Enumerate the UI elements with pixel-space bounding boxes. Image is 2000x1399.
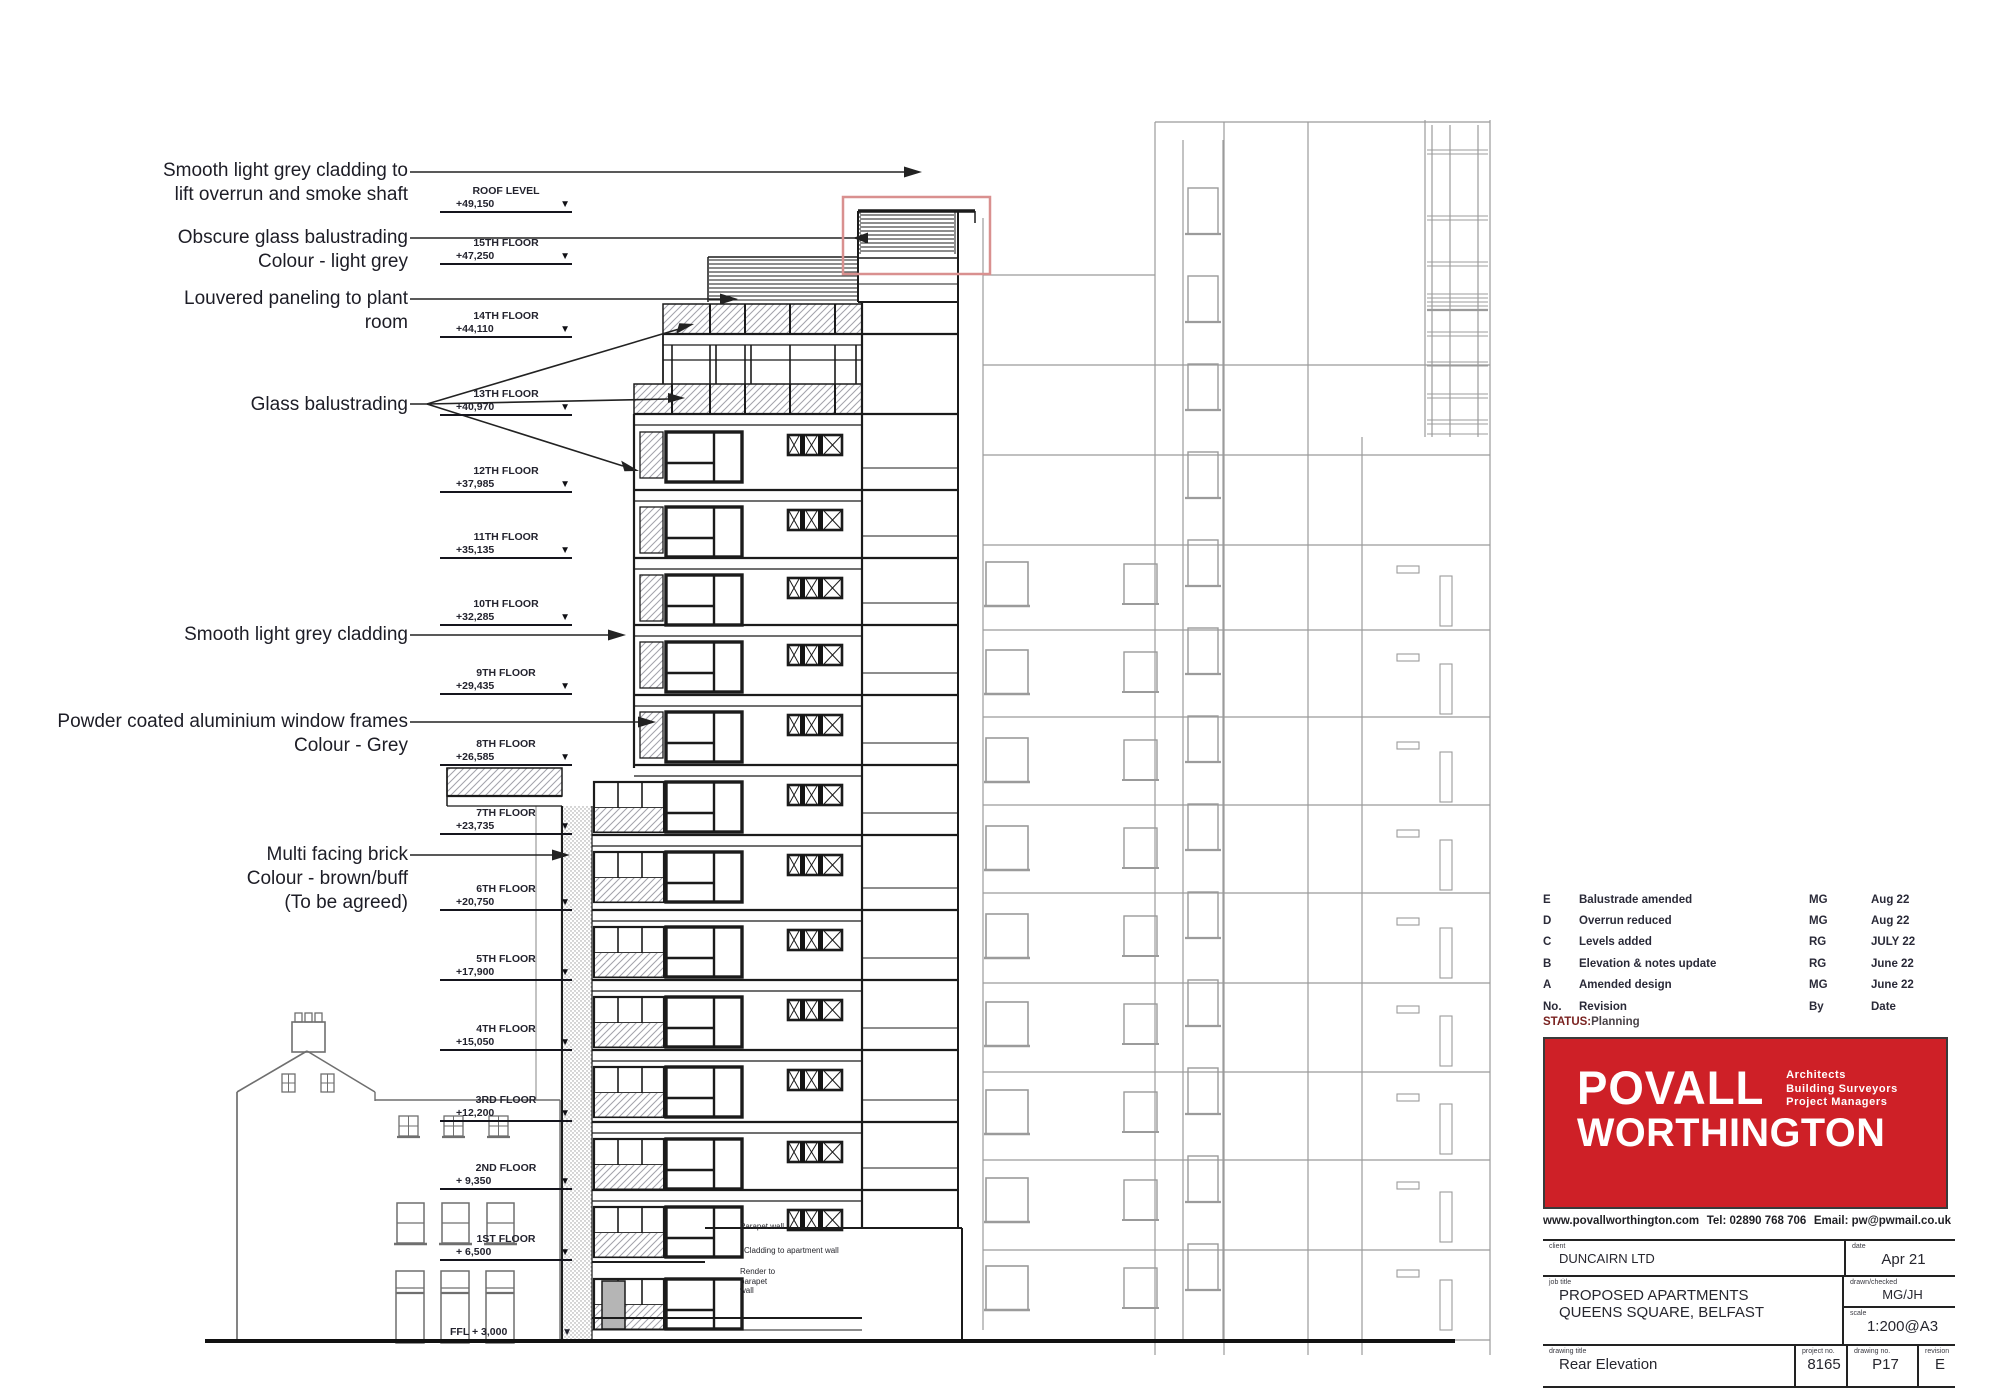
annotation-line: Smooth light grey cladding bbox=[184, 624, 408, 645]
scale-value: 1:200@A3 bbox=[1866, 1318, 1939, 1335]
drawing-title-value: Rear Elevation bbox=[1559, 1356, 1658, 1373]
annotation-line: Powder coated aluminium window frames bbox=[57, 711, 408, 732]
note-parapet-wall: Parapet wall bbox=[740, 1222, 785, 1231]
annotation-grey-cladding bbox=[18, 623, 408, 647]
drawing-title-cell: drawing title Rear Elevation bbox=[1543, 1346, 1794, 1386]
level-triangle-icon: ▼ bbox=[560, 751, 570, 763]
floor-level-marker: 12TH FLOOR +37,985 ▼ bbox=[440, 465, 572, 493]
revision-row: E Balustrade amended MG Aug 22 bbox=[1543, 893, 1910, 906]
title-block bbox=[1543, 1239, 1955, 1388]
annotation-line: Colour - brown/buff bbox=[246, 868, 408, 889]
status-line: STATUS:Planning bbox=[1543, 1016, 1640, 1028]
date-cell: date Apr 21 bbox=[1844, 1241, 1955, 1275]
annotation-facing-brick bbox=[18, 843, 408, 915]
date-value: Apr 21 bbox=[1881, 1251, 1926, 1268]
revision-row: A Amended design MG June 22 bbox=[1543, 979, 1914, 992]
level-triangle-icon: ▼ bbox=[560, 680, 570, 692]
revision-table bbox=[1543, 889, 1955, 1017]
annotation-overrun-cladding bbox=[18, 159, 408, 207]
project-no-cell: project no. 8165 bbox=[1794, 1346, 1846, 1386]
level-triangle-icon: ▼ bbox=[560, 896, 570, 908]
ffl-level-marker: FFL + 3,000 ▼ bbox=[450, 1326, 572, 1338]
note-render: Render to parapet wall bbox=[740, 1267, 776, 1295]
drawn-checked-value: MG/JH bbox=[1882, 1287, 1923, 1302]
project-no-value: 8165 bbox=[1807, 1356, 1841, 1373]
annotation-window-frames bbox=[18, 710, 408, 758]
annotation-line: Colour - Grey bbox=[293, 735, 408, 756]
floor-level-marker: 13TH FLOOR +40,970 ▼ bbox=[440, 388, 572, 416]
floor-level-marker: 3RD FLOOR +12,200 ▼ bbox=[440, 1094, 572, 1122]
floor-level-marker: 14TH FLOOR +44,110 ▼ bbox=[440, 310, 572, 338]
annotation-line: Smooth light grey cladding to bbox=[162, 160, 408, 181]
drawing-no-value: P17 bbox=[1872, 1356, 1899, 1373]
level-triangle-icon: ▼ bbox=[560, 1246, 570, 1258]
logo-name-line1: POVALL bbox=[1577, 1061, 1765, 1114]
drawn-checked-cell: drawn/checked MG/JH bbox=[1844, 1277, 1955, 1308]
floor-level-marker: 5TH FLOOR +17,900 ▼ bbox=[440, 953, 572, 981]
website-text: www.povallworthington.com bbox=[1543, 1215, 1700, 1227]
job-title-line2: QUEENS SQUARE, BELFAST bbox=[1559, 1304, 1765, 1321]
annotation-glass-balustrading bbox=[18, 393, 408, 417]
floor-level-marker: 2ND FLOOR + 9,350 ▼ bbox=[440, 1162, 572, 1190]
annotation-line: (To be agreed) bbox=[284, 892, 408, 913]
logo-tagline: Architects Building Surveyors Project Managers bbox=[1786, 1069, 1898, 1108]
drawing-no-cell: drawing no. P17 bbox=[1846, 1346, 1917, 1386]
povall-worthington-logo bbox=[1543, 1037, 1948, 1209]
level-triangle-icon: ▼ bbox=[560, 820, 570, 832]
annotation-line: Colour - light grey bbox=[258, 251, 408, 272]
floor-level-marker: 8TH FLOOR +26,585 ▼ bbox=[440, 738, 572, 766]
floor-level-marker: ROOF LEVEL +49,150 ▼ bbox=[440, 185, 572, 213]
revision-row: C Levels added RG JULY 22 bbox=[1543, 936, 1916, 949]
annotation-line: room bbox=[364, 312, 408, 333]
annotation-line: Multi facing brick bbox=[266, 844, 408, 865]
contact-strip bbox=[1543, 1215, 1951, 1227]
revision-value: E bbox=[1934, 1356, 1945, 1373]
level-triangle-icon: ▼ bbox=[562, 1326, 572, 1338]
level-triangle-icon: ▼ bbox=[560, 250, 570, 262]
floor-level-marker: 6TH FLOOR +20,750 ▼ bbox=[440, 883, 572, 911]
email-text: Email: pw@pwmail.co.uk bbox=[1813, 1215, 1951, 1227]
floor-level-marker: 4TH FLOOR +15,050 ▼ bbox=[440, 1023, 572, 1051]
telephone-text: Tel: 02890 768 706 bbox=[1706, 1215, 1807, 1227]
floor-level-marker: 1ST FLOOR + 6,500 ▼ bbox=[440, 1233, 572, 1261]
floor-level-marker: 7TH FLOOR +23,735 ▼ bbox=[440, 807, 572, 835]
level-triangle-icon: ▼ bbox=[560, 1036, 570, 1048]
logo-name-line2: WORTHINGTON bbox=[1577, 1111, 1886, 1155]
level-triangle-icon: ▼ bbox=[560, 544, 570, 556]
revision-header-row: No. Revision By Date bbox=[1543, 1000, 1896, 1013]
level-triangle-icon: ▼ bbox=[560, 401, 570, 413]
client-name: DUNCAIRN LTD bbox=[1559, 1251, 1655, 1266]
level-triangle-icon: ▼ bbox=[560, 1107, 570, 1119]
client-cell: client DUNCAIRN LTD bbox=[1543, 1241, 1844, 1275]
job-title-line1: PROPOSED APARTMENTS bbox=[1559, 1287, 1749, 1304]
level-triangle-icon: ▼ bbox=[560, 478, 570, 490]
annotation-line: Obscure glass balustrading bbox=[177, 227, 408, 248]
level-triangle-icon: ▼ bbox=[560, 198, 570, 210]
revision-row: B Elevation & notes update RG June 22 bbox=[1543, 957, 1914, 970]
proposed-apartment-tower bbox=[205, 211, 1455, 1343]
floor-level-marker: 9TH FLOOR +29,435 ▼ bbox=[440, 667, 572, 695]
scale-cell: scale 1:200@A3 bbox=[1844, 1308, 1955, 1344]
annotation-obscure-glass bbox=[18, 226, 408, 274]
level-triangle-icon: ▼ bbox=[560, 966, 570, 978]
floor-level-marker: 15TH FLOOR +47,250 ▼ bbox=[440, 237, 572, 265]
annotation-louvered-paneling bbox=[18, 287, 408, 335]
floor-level-marker: 10TH FLOOR +32,285 ▼ bbox=[440, 598, 572, 626]
annotation-line: lift overrun and smoke shaft bbox=[174, 184, 408, 205]
revision-cell: revision E bbox=[1917, 1346, 1955, 1386]
revision-row: D Overrun reduced MG Aug 22 bbox=[1543, 915, 1910, 928]
annotation-line: Louvered paneling to plant bbox=[184, 288, 408, 309]
level-triangle-icon: ▼ bbox=[560, 323, 570, 335]
level-triangle-icon: ▼ bbox=[560, 611, 570, 623]
floor-level-marker: 11TH FLOOR +35,135 ▼ bbox=[440, 531, 572, 559]
note-cladding: Cladding to apartment wall bbox=[744, 1246, 839, 1255]
level-triangle-icon: ▼ bbox=[560, 1175, 570, 1187]
job-title-cell: job title PROPOSED APARTMENTS QUEENS SQUARE, BELFAST bbox=[1543, 1277, 1842, 1344]
annotation-line: Glass balustrading bbox=[250, 394, 408, 415]
